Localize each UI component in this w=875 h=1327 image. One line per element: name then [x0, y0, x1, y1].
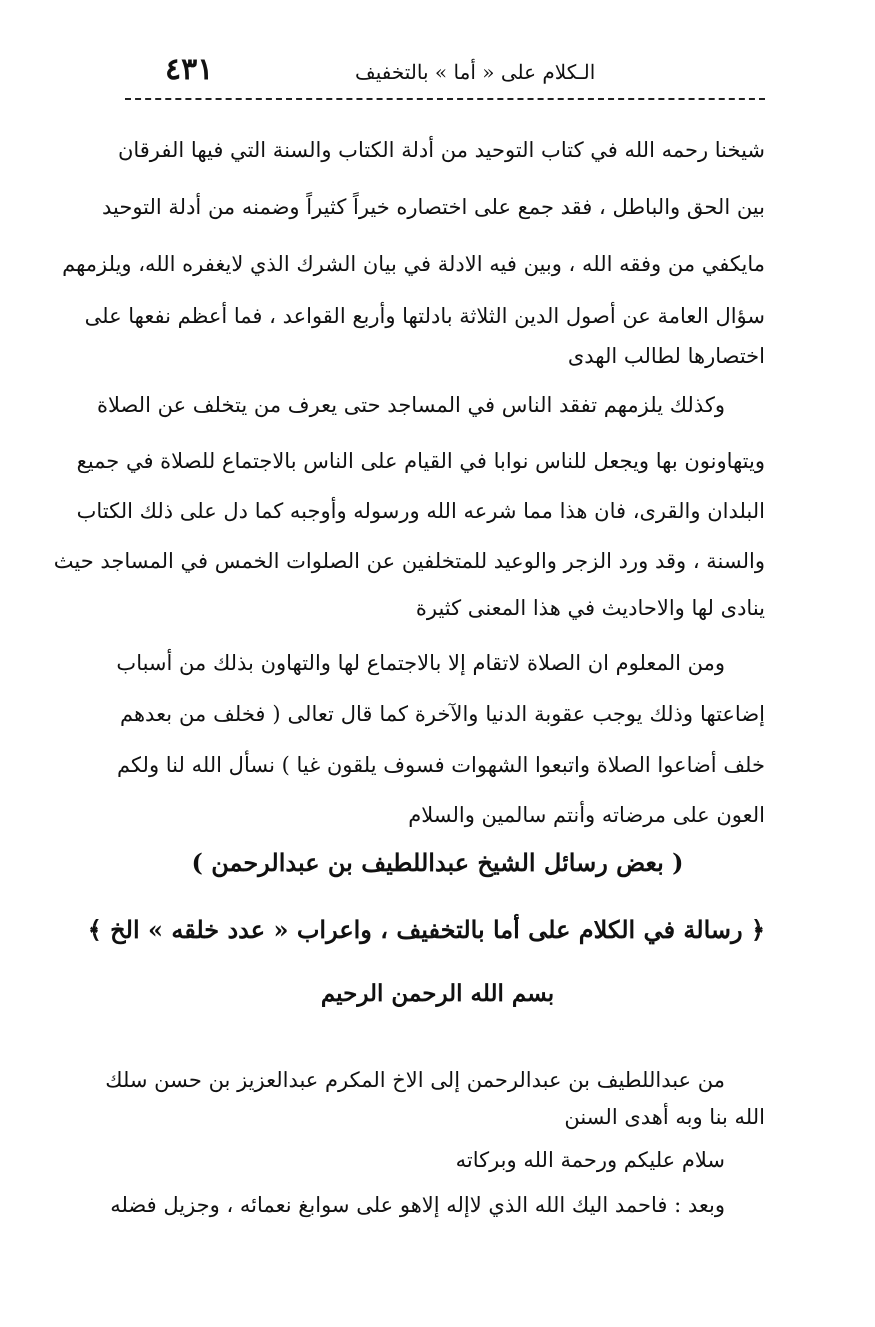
text-line: خلف أضاعوا الصلاة واتبعوا الشهوات فسوف يلقون غيا ) نسأل الله لنا ولكم: [116, 753, 765, 777]
basmala: بسم الله الرحمن الرحيم: [320, 980, 555, 1007]
running-title: الـكلام على « أما » بالتخفيف: [355, 60, 596, 84]
text-line: الله بنا وبه أهدى السنن: [564, 1105, 765, 1129]
text-line: اختصارها لطالب الهدى: [567, 344, 765, 368]
text-line: ومن المعلوم ان الصلاة لاتقام إلا بالاجتماع لها والتهاون بذلك من أسباب: [116, 651, 725, 675]
page-header: [125, 52, 765, 96]
text-line: سلام عليكم ورحمة الله وبركاته: [455, 1148, 725, 1172]
text-line: البلدان والقرى، فان هذا مما شرعه الله ورسوله وأوجبه كما دل على ذلك الكتاب: [76, 499, 765, 523]
text-line: شيخنا رحمه الله في كتاب التوحيد من أدلة الكتاب والسنة التي فيها الفرقان: [117, 138, 765, 162]
page-number: ٤٣١: [165, 52, 214, 87]
text-line: وبعد : فاحمد اليك الله الذي لاإله إلاهو على سوابغ نعمائه ، وجزيل فضله: [110, 1193, 725, 1217]
section-heading: ( بعض رسائل الشيخ عبداللطيف بن عبدالرحمن ): [191, 848, 684, 877]
header-rule: [125, 98, 765, 100]
text-line: بين الحق والباطل ، فقد جمع على اختصاره خيراً كثيراً وضمنه من أدلة التوحيد: [101, 195, 765, 219]
text-line: ينادى لها والاحاديث في هذا المعنى كثيرة: [415, 596, 765, 620]
text-line: وكذلك يلزمهم تفقد الناس في المساجد حتى يعرف من يتخلف عن الصلاة: [96, 393, 725, 417]
text-line: سؤال العامة عن أصول الدين الثلاثة بادلتها وأربع القواعد ، فما أعظم نفعها على: [84, 304, 765, 328]
text-line: ويتهاونون بها ويجعل للناس نوابا في القيام على الناس بالاجتماع للصلاة في جميع: [76, 449, 765, 473]
text-line: إضاعتها وذلك يوجب عقوبة الدنيا والآخرة كما قال تعالى ( فخلف من بعدهم: [120, 702, 765, 726]
letter-title: ﴿ رسالة في الكلام على أما بالتخفيف ، واعراب « عدد خلقه » الخ ﴾: [87, 915, 765, 944]
text-line: من عبداللطيف بن عبدالرحمن إلى الاخ المكرم عبدالعزيز بن حسن سلك: [105, 1068, 725, 1092]
text-line: والسنة ، وقد ورد الزجر والوعيد للمتخلفين عن الصلوات الخمس في المساجد حيث: [53, 549, 765, 573]
text-line: مايكفي من وفقه الله ، وبين فيه الادلة في بيان الشرك الذي لايغفره الله، ويلزمهم: [62, 252, 765, 276]
text-line: العون على مرضاته وأنتم سالمين والسلام: [408, 803, 765, 827]
